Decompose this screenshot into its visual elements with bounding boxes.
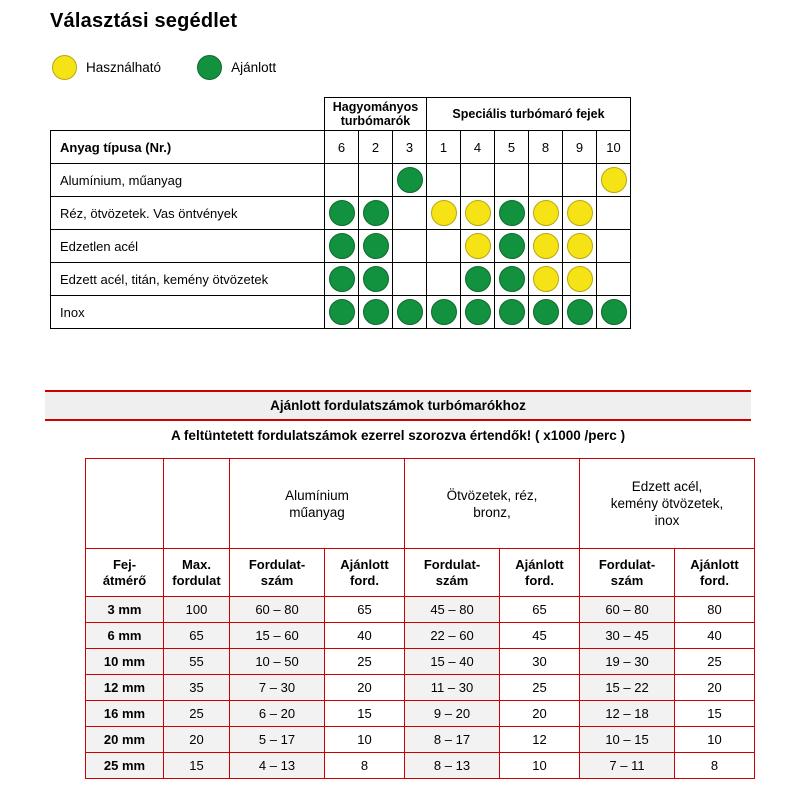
empty-rating-cell — [529, 164, 563, 197]
green-circle-icon — [597, 296, 631, 329]
yellow-circle-icon — [563, 263, 597, 296]
empty-rating-cell — [393, 230, 427, 263]
empty-rating-cell — [427, 164, 461, 197]
table-row — [51, 263, 631, 296]
green-circle-icon — [359, 230, 393, 263]
rating-dot — [431, 200, 457, 226]
col-num-2: 2 — [359, 131, 393, 164]
subheader-rpm-range-2: Fordulat- szám — [405, 549, 500, 597]
rpm-range-cell-2: 45 – 80 — [405, 597, 500, 623]
table-row — [86, 753, 755, 779]
empty-cell-dia — [86, 459, 164, 549]
rating-dot — [329, 299, 355, 325]
table-row — [86, 623, 755, 649]
green-circle-icon — [495, 230, 529, 263]
recommended-cell-3: 8 — [675, 753, 755, 779]
subheader-max-rpm: Max. fordulat — [164, 549, 230, 597]
empty-rating-cell — [597, 197, 631, 230]
green-circle-icon — [461, 296, 495, 329]
rating-dot — [499, 266, 525, 292]
group-hardened-steel: Edzett acél, kemény ötvözetek, inox — [580, 459, 755, 549]
rpm-table-body — [86, 597, 755, 779]
rpm-range-cell-2: 8 – 13 — [405, 753, 500, 779]
rating-dot — [465, 233, 491, 259]
subheader-recommended-3: Ajánlott ford. — [675, 549, 755, 597]
empty-rating-cell — [359, 164, 393, 197]
yellow-circle-icon — [529, 197, 563, 230]
rpm-range-cell-2: 8 – 17 — [405, 727, 500, 753]
rpm-range-cell-1: 15 – 60 — [230, 623, 325, 649]
recommended-cell-3: 15 — [675, 701, 755, 727]
subheader-rpm-range-3: Fordulat- szám — [580, 549, 675, 597]
recommended-cell-3: 20 — [675, 675, 755, 701]
empty-rating-cell — [563, 164, 597, 197]
material-type-header: Anyag típusa (Nr.) — [51, 131, 325, 164]
green-circle-icon — [359, 197, 393, 230]
table-row-group-header — [51, 98, 631, 131]
yellow-circle-icon — [529, 263, 563, 296]
rpm-range-cell-3: 60 – 80 — [580, 597, 675, 623]
legend-label-usable: Használható — [86, 60, 162, 75]
rpm-section-subheader: A feltüntetett fordulatszámok ezerrel szorozva értendők! ( x1000 /perc ) — [170, 428, 626, 443]
rating-dot — [499, 200, 525, 226]
diameter-cell: 6 mm — [86, 623, 164, 649]
recommended-cell-3: 10 — [675, 727, 755, 753]
table-row — [86, 701, 755, 727]
col-num-9: 9 — [563, 131, 597, 164]
rpm-range-cell-2: 11 – 30 — [405, 675, 500, 701]
recommended-cell-3: 25 — [675, 649, 755, 675]
empty-rating-cell — [427, 263, 461, 296]
material-name-cell: Réz, ötvözetek. Vas öntvények — [51, 197, 325, 230]
col-num-10: 10 — [597, 131, 631, 164]
yellow-circle-icon — [461, 197, 495, 230]
rating-dot — [397, 167, 423, 193]
diameter-cell: 25 mm — [86, 753, 164, 779]
material-name-cell: Alumínium, műanyag — [51, 164, 325, 197]
table-row — [86, 675, 755, 701]
rating-dot — [329, 200, 355, 226]
green-circle-icon — [325, 197, 359, 230]
rpm-range-cell-1: 6 – 20 — [230, 701, 325, 727]
rpm-range-cell-3: 15 – 22 — [580, 675, 675, 701]
table-row-sub-headers — [86, 549, 755, 597]
rpm-range-cell-1: 7 – 30 — [230, 675, 325, 701]
selection-guide-body — [51, 164, 631, 329]
green-circle-icon — [427, 296, 461, 329]
rating-dot — [567, 233, 593, 259]
rpm-range-cell-3: 12 – 18 — [580, 701, 675, 727]
table-row — [86, 727, 755, 753]
green-circle-icon — [325, 296, 359, 329]
material-name-cell: Edzett acél, titán, kemény ötvözetek — [51, 263, 325, 296]
rpm-range-cell-1: 4 – 13 — [230, 753, 325, 779]
rating-dot — [567, 266, 593, 292]
recommended-cell-1: 65 — [325, 597, 405, 623]
col-num-8: 8 — [529, 131, 563, 164]
green-circle-icon — [495, 197, 529, 230]
max-rpm-cell: 65 — [164, 623, 230, 649]
empty-rating-cell — [393, 197, 427, 230]
empty-rating-cell — [427, 230, 461, 263]
rpm-range-cell-2: 22 – 60 — [405, 623, 500, 649]
legend-item-usable — [52, 55, 161, 80]
rpm-table — [85, 458, 755, 779]
rating-dot — [363, 266, 389, 292]
yellow-circle-icon — [427, 197, 461, 230]
empty-rating-cell — [325, 164, 359, 197]
rpm-range-cell-3: 10 – 15 — [580, 727, 675, 753]
recommended-cell-1: 8 — [325, 753, 405, 779]
table-row — [51, 296, 631, 329]
rating-dot — [431, 299, 457, 325]
rpm-range-cell-3: 7 – 11 — [580, 753, 675, 779]
max-rpm-cell: 55 — [164, 649, 230, 675]
max-rpm-cell: 35 — [164, 675, 230, 701]
rating-dot — [465, 266, 491, 292]
diameter-cell: 20 mm — [86, 727, 164, 753]
rpm-range-cell-1: 10 – 50 — [230, 649, 325, 675]
rating-dot — [567, 299, 593, 325]
empty-rating-cell — [393, 263, 427, 296]
rating-dot — [533, 233, 559, 259]
table-row — [51, 197, 631, 230]
recommended-cell-2: 45 — [500, 623, 580, 649]
recommended-cell-1: 20 — [325, 675, 405, 701]
rpm-range-cell-3: 19 – 30 — [580, 649, 675, 675]
yellow-circle-icon — [461, 230, 495, 263]
col-num-1: 1 — [427, 131, 461, 164]
recommended-cell-1: 10 — [325, 727, 405, 753]
max-rpm-cell: 15 — [164, 753, 230, 779]
empty-corner-cell — [51, 98, 325, 131]
yellow-circle-icon — [563, 197, 597, 230]
green-circle-icon — [495, 296, 529, 329]
green-circle-icon — [197, 55, 222, 80]
recommended-cell-1: 40 — [325, 623, 405, 649]
group-header-special: Speciális turbómaró fejek — [427, 98, 631, 131]
green-circle-icon — [359, 263, 393, 296]
rating-dot — [465, 299, 491, 325]
table-row — [86, 649, 755, 675]
rpm-range-cell-1: 60 – 80 — [230, 597, 325, 623]
recommended-cell-2: 65 — [500, 597, 580, 623]
max-rpm-cell: 20 — [164, 727, 230, 753]
rating-dot — [363, 299, 389, 325]
rating-dot — [363, 233, 389, 259]
empty-rating-cell — [597, 230, 631, 263]
yellow-circle-icon — [563, 230, 597, 263]
green-circle-icon — [325, 230, 359, 263]
green-circle-icon — [393, 296, 427, 329]
yellow-circle-icon — [597, 164, 631, 197]
rating-dot — [499, 299, 525, 325]
empty-rating-cell — [597, 263, 631, 296]
recommended-cell-3: 80 — [675, 597, 755, 623]
subheader-head-diameter: Fej- átmérő — [86, 549, 164, 597]
max-rpm-cell: 100 — [164, 597, 230, 623]
green-circle-icon — [325, 263, 359, 296]
rating-dot — [363, 200, 389, 226]
rpm-range-cell-3: 30 – 45 — [580, 623, 675, 649]
col-num-4: 4 — [461, 131, 495, 164]
recommended-cell-2: 10 — [500, 753, 580, 779]
col-num-3: 3 — [393, 131, 427, 164]
yellow-circle-icon — [529, 230, 563, 263]
empty-rating-cell — [461, 164, 495, 197]
recommended-cell-3: 40 — [675, 623, 755, 649]
recommended-cell-2: 12 — [500, 727, 580, 753]
recommended-cell-1: 25 — [325, 649, 405, 675]
rating-dot — [329, 233, 355, 259]
group-alloys: Ötvözetek, réz, bronz, — [405, 459, 580, 549]
green-circle-icon — [461, 263, 495, 296]
rating-dot — [601, 167, 627, 193]
legend-item-recommended — [197, 55, 276, 80]
selection-guide-table — [50, 97, 631, 329]
rpm-range-cell-1: 5 – 17 — [230, 727, 325, 753]
green-circle-icon — [393, 164, 427, 197]
table-row — [51, 164, 631, 197]
subheader-recommended-2: Ajánlott ford. — [500, 549, 580, 597]
diameter-cell: 3 mm — [86, 597, 164, 623]
rating-dot — [567, 200, 593, 226]
rpm-section-header: Ajánlott fordulatszámok turbómarókhoz — [45, 390, 751, 421]
rpm-range-cell-2: 15 – 40 — [405, 649, 500, 675]
table-row-material-groups — [86, 459, 755, 549]
subheader-rpm-range-1: Fordulat- szám — [230, 549, 325, 597]
rating-dot — [499, 233, 525, 259]
rating-dot — [601, 299, 627, 325]
group-aluminium: Alumínium műanyag — [230, 459, 405, 549]
page-title: Választási segédlet — [50, 10, 238, 32]
subheader-recommended-1: Ajánlott ford. — [325, 549, 405, 597]
green-circle-icon — [359, 296, 393, 329]
diameter-cell: 16 mm — [86, 701, 164, 727]
table-row — [86, 597, 755, 623]
empty-rating-cell — [495, 164, 529, 197]
yellow-circle-icon — [52, 55, 77, 80]
empty-cell-max — [164, 459, 230, 549]
table-row — [51, 230, 631, 263]
material-name-cell: Inox — [51, 296, 325, 329]
rating-dot — [397, 299, 423, 325]
rating-dot — [329, 266, 355, 292]
rating-dot — [533, 200, 559, 226]
recommended-cell-1: 15 — [325, 701, 405, 727]
col-num-6: 6 — [325, 131, 359, 164]
green-circle-icon — [563, 296, 597, 329]
rating-dot — [465, 200, 491, 226]
recommended-cell-2: 30 — [500, 649, 580, 675]
diameter-cell: 12 mm — [86, 675, 164, 701]
recommended-cell-2: 20 — [500, 701, 580, 727]
legend-label-recommended: Ajánlott — [231, 60, 277, 75]
material-name-cell: Edzetlen acél — [51, 230, 325, 263]
col-num-5: 5 — [495, 131, 529, 164]
group-header-traditional: Hagyományos turbómarók — [325, 98, 427, 131]
green-circle-icon — [529, 296, 563, 329]
legend — [52, 55, 276, 80]
green-circle-icon — [495, 263, 529, 296]
diameter-cell: 10 mm — [86, 649, 164, 675]
table-row-column-numbers — [51, 131, 631, 164]
rating-dot — [533, 266, 559, 292]
rating-dot — [533, 299, 559, 325]
max-rpm-cell: 25 — [164, 701, 230, 727]
recommended-cell-2: 25 — [500, 675, 580, 701]
rpm-range-cell-2: 9 – 20 — [405, 701, 500, 727]
